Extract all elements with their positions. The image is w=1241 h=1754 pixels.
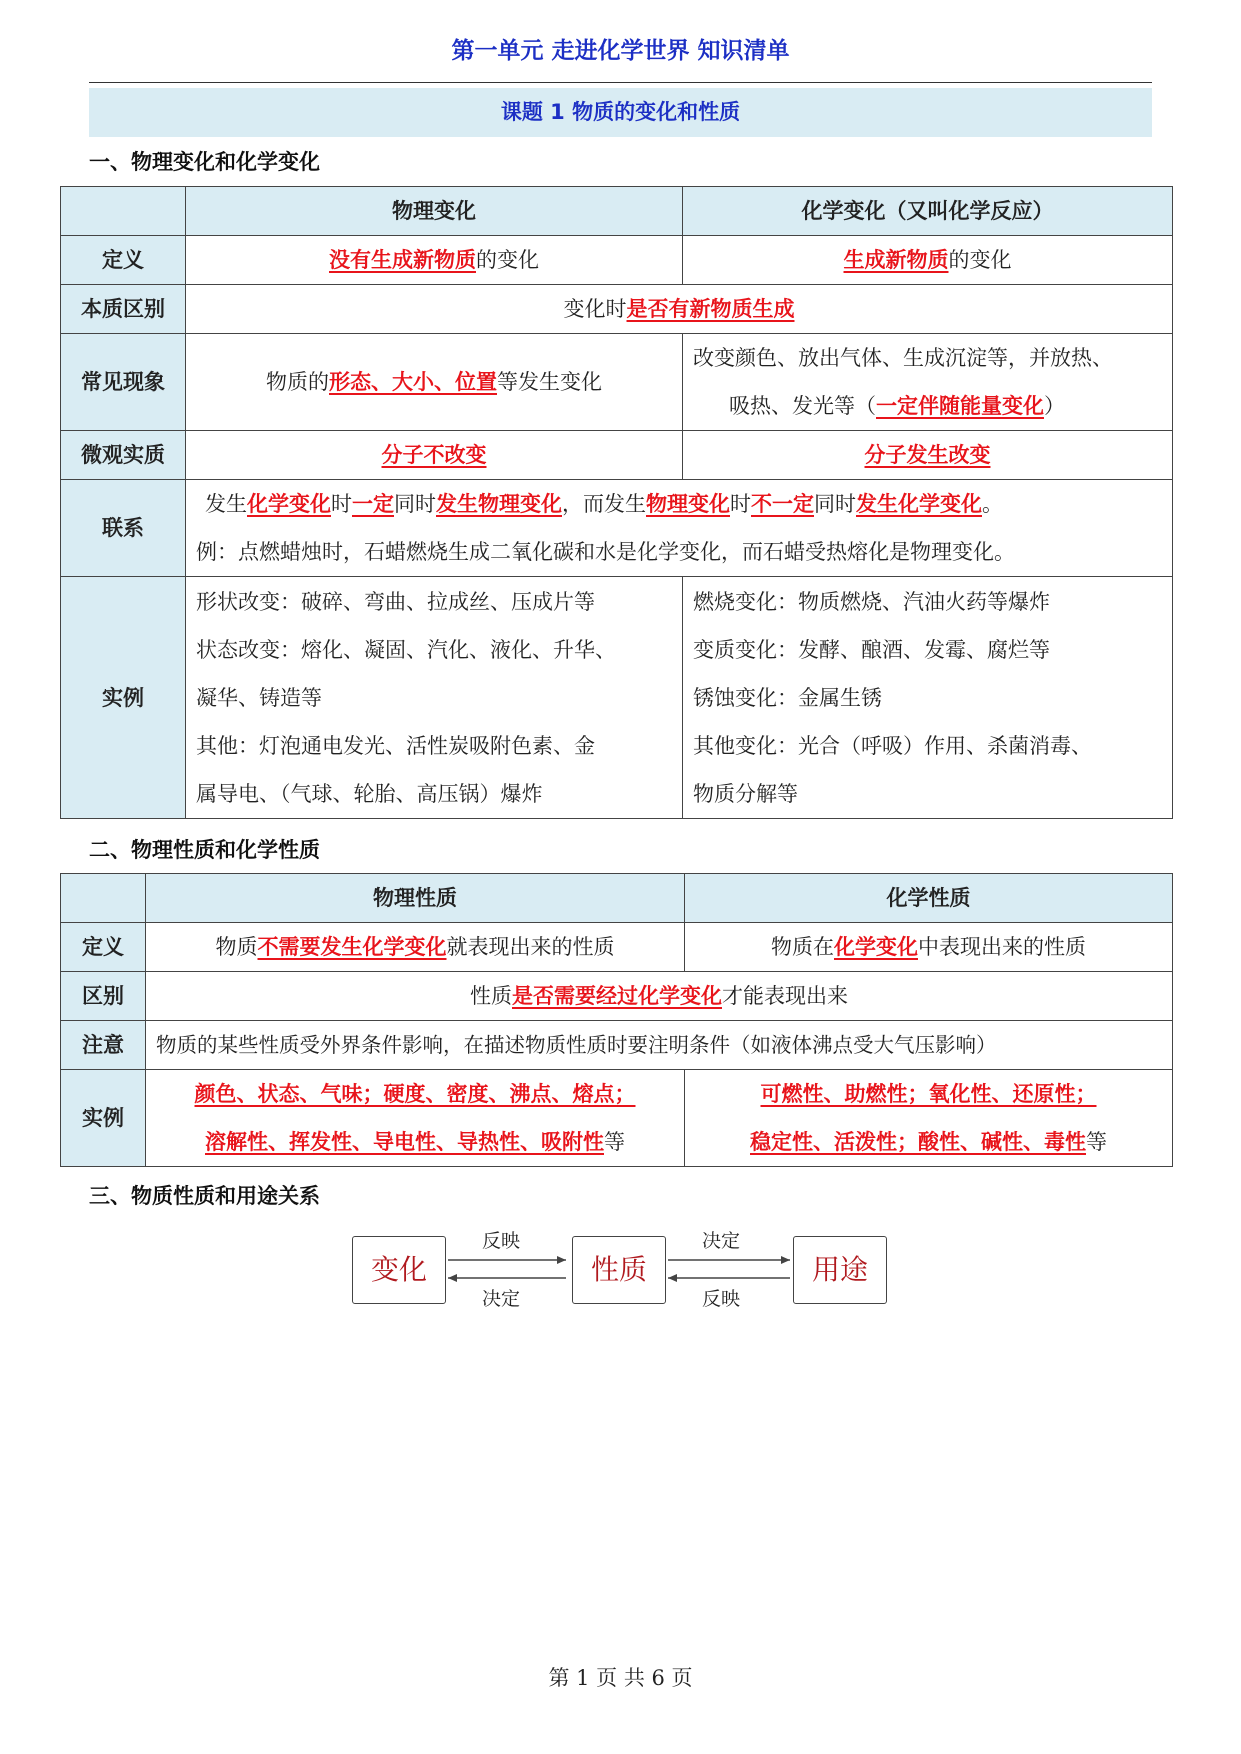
col-header-chemical: 化学变化（又叫化学反应）	[683, 187, 1173, 236]
example-line: 其他：灯泡通电发光、活性炭吸附色素、金	[196, 733, 595, 758]
relation-example: 例：点燃蜡烛时，石蜡燃烧生成二氧化碳和水是化学变化，而石蜡受热熔化是物理变化。	[196, 540, 1015, 564]
row-label-definition: 定义	[61, 236, 186, 285]
text: 同时	[814, 492, 856, 516]
row-label-micro: 微观实质	[61, 431, 186, 480]
example-line: 属导电、（气球、轮胎、高压锅）爆炸	[196, 781, 543, 806]
example-line: 变质变化：发酵、酿酒、发霉、腐烂等	[693, 637, 1050, 662]
text: 发生	[205, 492, 247, 516]
physical-property-definition	[146, 923, 685, 972]
page-title: 第一单元 走进化学世界 知识清单	[451, 38, 790, 64]
text: 同时	[394, 492, 436, 516]
table-row	[61, 334, 1173, 431]
text: 的变化	[948, 248, 1012, 272]
relation-cell	[186, 480, 1173, 577]
title-divider	[89, 82, 1152, 83]
table-row	[61, 1021, 1173, 1070]
essence-cell	[186, 285, 1173, 334]
section1-heading: 一、物理变化和化学变化	[89, 150, 320, 174]
table-row	[61, 285, 1173, 334]
text: 等发生变化	[497, 370, 602, 394]
chemical-phenomena	[683, 334, 1173, 431]
example-line	[156, 1070, 674, 1118]
physical-micro	[186, 431, 683, 480]
text: 才能表现出来	[722, 984, 848, 1008]
text: 吸热、发光等（	[729, 394, 876, 418]
box-property: 性质	[572, 1236, 666, 1304]
example-line	[695, 1118, 1162, 1166]
physical-definition	[186, 236, 683, 285]
chemical-property-definition	[685, 923, 1173, 972]
key-term: 分子发生改变	[864, 442, 991, 467]
table-row	[61, 972, 1173, 1021]
example-line	[695, 1070, 1162, 1118]
col-header-physical: 物理变化	[186, 187, 683, 236]
text: 性质	[470, 984, 512, 1008]
difference-cell	[146, 972, 1173, 1021]
text: 等	[604, 1130, 625, 1154]
key-term: 是否有新物质生成	[626, 296, 795, 321]
example-line: 状态改变：熔化、凝固、汽化、液化、升华、	[196, 637, 616, 662]
relation-diagram	[352, 1218, 887, 1318]
key-term: 生成新物质	[843, 247, 949, 272]
key-term: 化学变化	[247, 491, 331, 516]
text: ）	[1044, 394, 1065, 418]
key-term: 不需要发生化学变化	[257, 934, 447, 959]
label-reflect: 反映	[702, 1288, 741, 1310]
physical-property-examples	[146, 1070, 685, 1167]
table-row	[61, 480, 1173, 577]
label-reflect: 反映	[482, 1230, 521, 1252]
text-line	[693, 382, 1162, 430]
box-change: 变化	[352, 1236, 446, 1304]
label-determine: 决定	[702, 1230, 741, 1252]
table-row	[61, 1070, 1173, 1167]
col-header-physical-property: 物理性质	[146, 874, 685, 923]
box-use: 用途	[793, 1236, 887, 1304]
lesson-title: 课题 1 物质的变化和性质	[89, 88, 1152, 137]
table-row	[61, 236, 1173, 285]
row-label-note: 注意	[61, 1021, 146, 1070]
chemical-definition	[683, 236, 1173, 285]
key-term: 发生物理变化	[436, 491, 562, 516]
key-term: 稳定性、活泼性；酸性、碱性、毒性	[750, 1129, 1086, 1154]
example-line: 凝华、铸造等	[196, 685, 322, 710]
key-term: 一定	[352, 491, 394, 516]
text: 等	[1086, 1130, 1107, 1154]
key-term: 一定伴随能量变化	[876, 393, 1044, 418]
text: 就表现出来的性质	[446, 935, 615, 959]
label-determine: 决定	[482, 1288, 521, 1310]
row-label-difference: 区别	[61, 972, 146, 1021]
key-term: 颜色、状态、气味；硬度、密度、沸点、熔点；	[194, 1081, 636, 1106]
key-term: 化学变化	[834, 934, 918, 959]
property-table	[60, 873, 1173, 1167]
physical-examples	[186, 577, 683, 819]
section3-heading: 三、物质性质和用途关系	[89, 1184, 320, 1208]
corner-cell	[61, 187, 186, 236]
text: ，而发生	[562, 492, 646, 516]
table-row	[61, 577, 1173, 819]
example-line: 其他变化：光合（呼吸）作用、杀菌消毒、	[693, 733, 1092, 758]
text: 的变化	[476, 248, 539, 272]
text: 中表现出来的性质	[918, 935, 1086, 959]
text: 时	[331, 492, 352, 516]
text: 变化时	[563, 297, 627, 321]
text: 物质	[215, 935, 258, 959]
relation-line	[196, 480, 1162, 528]
key-term: 溶解性、挥发性、导电性、导热性、吸附性	[205, 1129, 604, 1154]
row-label-phenomena: 常见现象	[61, 334, 186, 431]
chemical-micro	[683, 431, 1173, 480]
key-term: 是否需要经过化学变化	[512, 983, 722, 1008]
row-label-examples: 实例	[61, 1070, 146, 1167]
key-term: 没有生成新物质	[329, 247, 476, 272]
table-row	[61, 431, 1173, 480]
example-line: 燃烧变化：物质燃烧、汽油火药等爆炸	[693, 589, 1050, 614]
key-term: 不一定	[751, 491, 814, 516]
note-cell: 物质的某些性质受外界条件影响，在描述物质性质时要注明条件（如液体沸点受大气压影响）	[146, 1021, 1173, 1070]
physical-phenomena	[186, 334, 683, 431]
text-line: 改变颜色、放出气体、生成沉淀等，并放热、	[693, 346, 1113, 370]
key-term: 物理变化	[646, 491, 730, 516]
example-line: 物质分解等	[693, 781, 798, 806]
corner-cell	[61, 874, 146, 923]
key-term: 分子不改变	[381, 442, 487, 467]
example-line: 锈蚀变化：金属生锈	[693, 685, 882, 710]
row-label-examples: 实例	[61, 577, 186, 819]
chemical-examples	[683, 577, 1173, 819]
change-table	[60, 186, 1173, 819]
text: 。	[982, 492, 1003, 516]
row-label-definition: 定义	[61, 923, 146, 972]
example-line	[156, 1118, 674, 1166]
chemical-property-examples	[685, 1070, 1173, 1167]
table-row	[61, 923, 1173, 972]
text: 物质在	[771, 935, 834, 959]
key-term: 形态、大小、位置	[329, 369, 497, 394]
row-label-relation: 联系	[61, 480, 186, 577]
page-footer: 第 1 页 共 6 页	[548, 1666, 693, 1690]
key-term: 发生化学变化	[856, 491, 982, 516]
col-header-chemical-property: 化学性质	[685, 874, 1173, 923]
text: 物质的	[266, 370, 329, 394]
row-label-essence: 本质区别	[61, 285, 186, 334]
text: 时	[730, 492, 751, 516]
key-term: 可燃性、助燃性；氧化性、还原性；	[760, 1081, 1097, 1106]
section2-heading: 二、物理性质和化学性质	[89, 838, 320, 862]
example-line: 形状改变：破碎、弯曲、拉成丝、压成片等	[196, 589, 595, 614]
